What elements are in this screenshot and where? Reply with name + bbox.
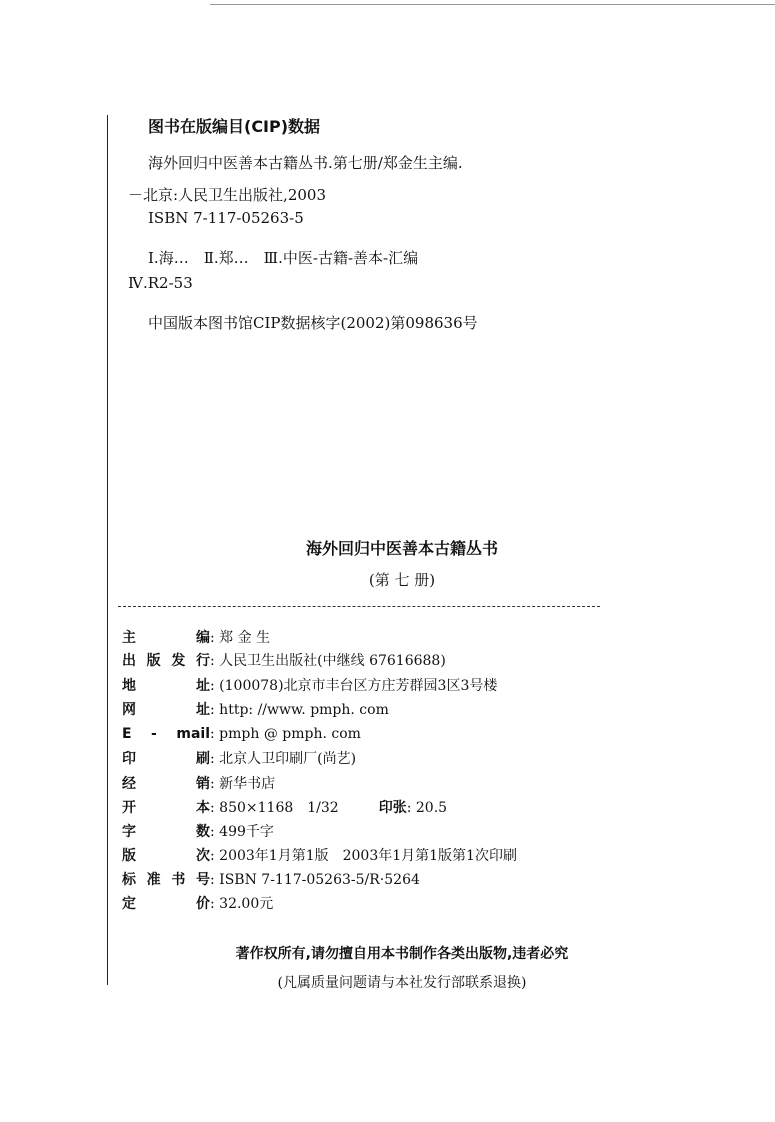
row-value: (100078)北京市丰台区方庄芳群园3区3号楼: [219, 678, 498, 694]
row-label: 标准书号: [122, 872, 210, 888]
colophon-row: [122, 846, 517, 866]
cip-record: 中国版本图书馆CIP数据核字(2002)第098636号: [148, 314, 478, 332]
row-value: ISBN 7-117-05263-5/R·5264: [219, 872, 420, 888]
row-label: 经销: [122, 776, 210, 792]
row-colon: :: [210, 678, 215, 694]
row-label: 印刷: [122, 751, 210, 767]
row-value: 北京人卫印刷厂(尚艺): [219, 751, 357, 767]
row-label: E - mail: [122, 726, 210, 742]
colophon-row: [122, 749, 356, 769]
colophon-row: [122, 628, 270, 648]
row-label: 开本: [122, 800, 210, 816]
row-label: 主编: [122, 630, 210, 646]
row-value: 32.00元: [219, 896, 274, 912]
row-colon: :: [210, 800, 215, 816]
row-label: 出版发行: [122, 653, 210, 669]
row-colon: :: [210, 824, 215, 840]
colophon-row: [122, 700, 389, 720]
row-label: 字数: [122, 824, 210, 840]
row-value: http: //www. pmph. com: [219, 702, 389, 718]
colophon-row: [122, 870, 420, 890]
row-colon: :: [210, 726, 215, 742]
colophon-row: [122, 774, 275, 794]
row-colon: :: [210, 872, 215, 888]
row-value: 新华书店: [219, 776, 276, 792]
row-colon: :: [210, 848, 215, 864]
colophon-row: [122, 894, 273, 914]
row-label: 版次: [122, 848, 210, 864]
cip-line1: 海外回归中医善本古籍丛书.第七册/郑金生主编.: [148, 154, 463, 172]
returns-notice: (凡属质量问题请与本社发行部联系退换): [277, 975, 527, 991]
row-extra-value: 20.5: [415, 800, 448, 816]
separator-rule: [118, 606, 600, 607]
row-value: 郑 金 生: [219, 630, 271, 646]
colophon-row: [122, 798, 447, 818]
row-value: 850×1168 1/32: [219, 800, 339, 816]
row-value: 人民卫生出版社(中继线 67616688): [219, 653, 446, 669]
row-value: pmph @ pmph. com: [219, 726, 361, 742]
cip-title: 图书在版编目(CIP)数据: [148, 117, 321, 136]
row-colon: :: [210, 776, 215, 792]
colophon-row: [122, 724, 361, 744]
row-colon: :: [210, 653, 215, 669]
row-colon: :: [210, 896, 215, 912]
cip-isbn: ISBN 7-117-05263-5: [148, 209, 304, 227]
colophon-row: [122, 822, 274, 842]
top-rule: [210, 4, 775, 5]
row-colon: :: [406, 800, 412, 816]
row-label: 网址: [122, 702, 210, 718]
cip-line2: －北京:人民卫生出版社,2003: [128, 186, 326, 204]
row-colon: :: [210, 630, 215, 646]
colophon-row: [122, 651, 446, 671]
row-value: 2003年1月第1版 2003年1月第1版第1次印刷: [219, 848, 517, 864]
row-extra-label: 印张: [378, 800, 407, 816]
cip-subjects: Ⅰ.海… Ⅱ.郑… Ⅲ.中医-古籍-善本-汇编: [148, 249, 419, 267]
row-colon: :: [210, 702, 215, 718]
colophon-row: [122, 676, 497, 696]
volume-label: (第 七 册): [368, 571, 436, 589]
row-value: 499千字: [219, 824, 274, 840]
copyright-notice: 著作权所有,请勿擅自用本书制作各类出版物,违者必究: [235, 946, 569, 962]
cip-class: Ⅳ.R2-53: [128, 274, 193, 292]
series-title: 海外回归中医善本古籍丛书: [305, 539, 498, 558]
row-colon: :: [210, 751, 215, 767]
row-label: 定价: [122, 896, 210, 912]
row-label: 地址: [122, 678, 210, 694]
